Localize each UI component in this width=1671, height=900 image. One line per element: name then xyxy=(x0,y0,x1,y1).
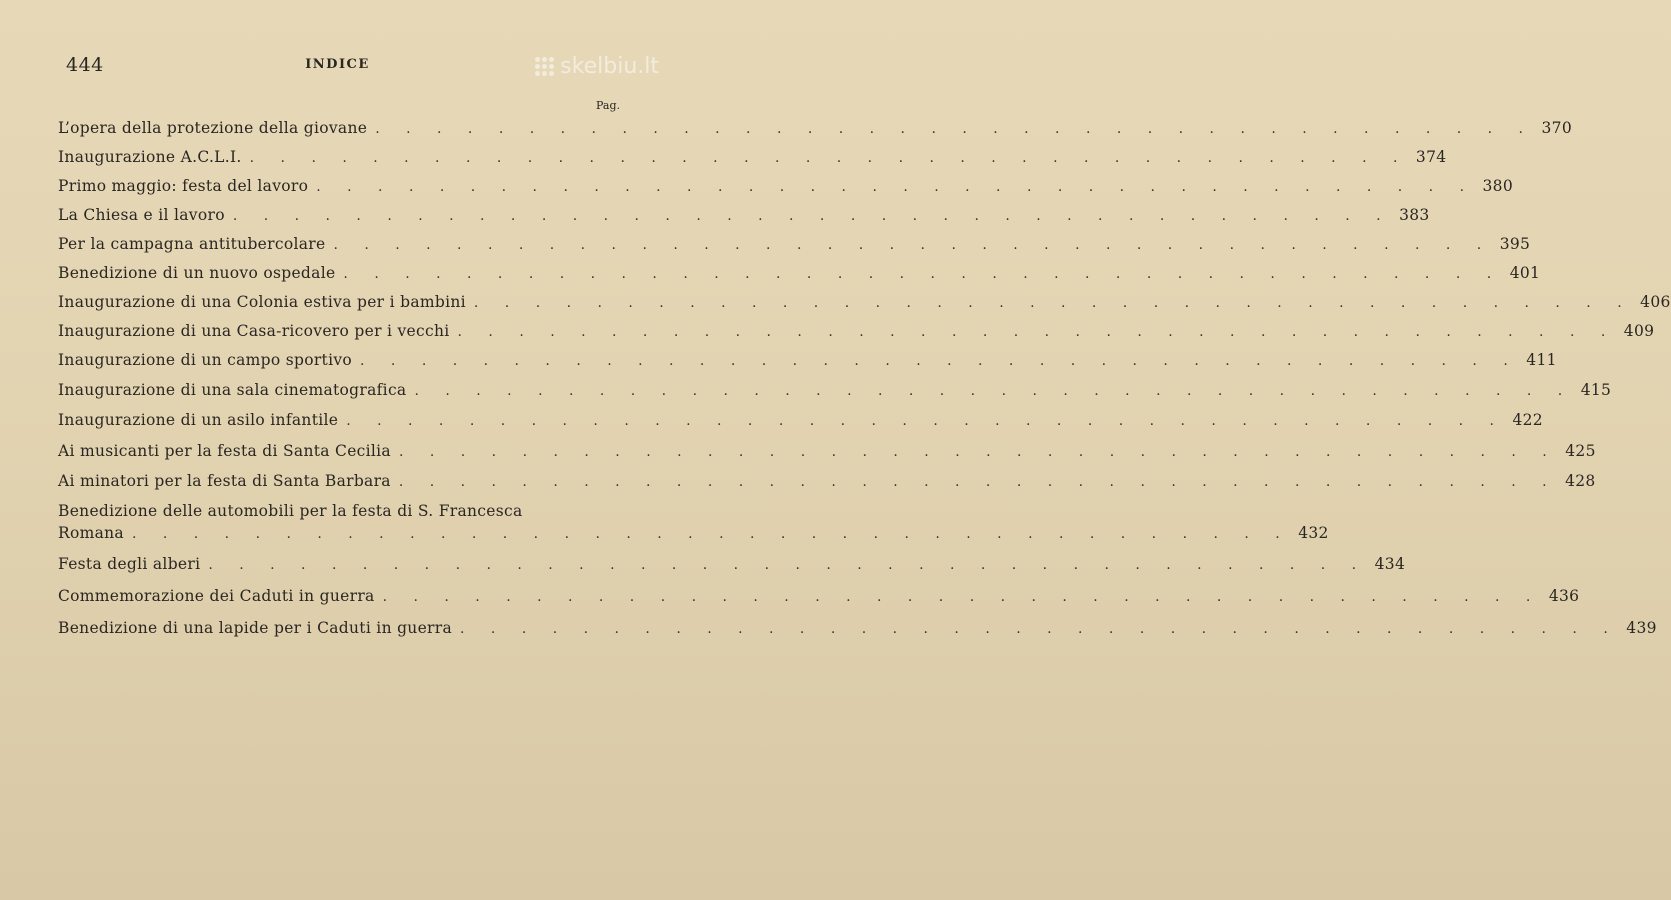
toc-entry-title: Benedizione di un nuovo ospedale xyxy=(58,264,336,282)
dot-leader: . . . . . . . . . . . . . . . . . . . . . . . . . . . . . . . . . . . . . . xyxy=(457,324,1617,340)
toc-entry-title: Ai minatori per la festa di Santa Barbara xyxy=(58,472,391,490)
toc-entry-title: Inaugurazione di una sala cinematografica xyxy=(58,381,407,399)
dot-leader: . . . . . . . . . . . . . . . . . . . . . . . . . . . . . . . . . . . . . . xyxy=(473,295,1633,311)
toc-entry xyxy=(58,411,1543,433)
toc-entry-title-continued: Romana xyxy=(58,524,124,542)
toc-entry-page: 436 xyxy=(1548,587,1580,605)
toc-entry-title: Benedizione delle automobili per la festa di S. Francesca xyxy=(58,502,523,520)
toc-entry-page: 422 xyxy=(1512,411,1543,429)
toc-entry-title: Per la campagna antitubercolare xyxy=(58,235,326,253)
toc-entry xyxy=(58,472,1596,494)
toc-entry-title: L’opera della protezione della giovane xyxy=(58,119,368,137)
toc-entry-page: 409 xyxy=(1623,322,1655,340)
toc-entry-title: Festa degli alberi xyxy=(58,555,201,573)
toc-entry xyxy=(58,264,1541,286)
toc-entry-page: 411 xyxy=(1526,351,1557,369)
toc-entry-page: 432 xyxy=(1298,524,1329,542)
toc-entry xyxy=(58,619,1657,641)
dots-icon xyxy=(535,57,554,76)
toc-entry xyxy=(58,119,1572,141)
watermark-logo xyxy=(535,54,659,79)
page-number: 444 xyxy=(66,54,104,76)
toc-entry xyxy=(58,587,1580,609)
dot-leader: . . . . . . . . . . . . . . . . . . . . . . . . . . . . . . . . . . . . . . xyxy=(414,383,1574,399)
toc-entry-page: 383 xyxy=(1399,206,1430,224)
dot-leader: . . . . . . . . . . . . . . . . . . . . . . . . . . . . . . . . . . . . . . xyxy=(375,121,1534,137)
dot-leader: . . . . . . . . . . . . . . . . . . . . . . . . . . . . . . . . . . . . . . xyxy=(398,444,1558,460)
dot-leader: . . . . . . . . . . . . . . . . . . . . . . . . . . . . . . . . . . . . . . xyxy=(398,474,1558,490)
dot-leader: . . . . . . . . . . . . . . . . . . . . . . . . . . . . . . . . . . . . . . xyxy=(343,266,1503,282)
toc-entry-page: 370 xyxy=(1541,119,1572,137)
toc-entry-title: Commemorazione dei Caduti in guerra xyxy=(58,587,375,605)
dot-leader: . . . . . . . . . . . . . . . . . . . . . . . . . . . . . . . . . . . . . . xyxy=(382,589,1542,605)
toc-entry xyxy=(58,148,1447,170)
dot-leader: . . . . . . . . . . . . . . . . . . . . . . . . . . . . . . . . . . . . . . xyxy=(316,179,1476,195)
toc-entry xyxy=(58,206,1430,228)
toc-entry-title: Inaugurazione di una Casa-ricovero per i vecchi xyxy=(58,322,450,340)
toc-entry-title: La Chiesa e il lavoro xyxy=(58,206,225,224)
running-head: INDICE xyxy=(305,57,370,72)
toc-entry-title: Inaugurazione di una Colonia estiva per i bambini xyxy=(58,293,466,311)
toc-entry-page: 374 xyxy=(1415,148,1447,166)
toc-entry-title: Ai musicanti per la festa di Santa Cecilia xyxy=(58,442,391,460)
toc-entry-title: Benedizione di una lapide per i Caduti in guerra xyxy=(58,619,453,637)
toc-entry-title: Inaugurazione di un campo sportivo xyxy=(58,351,353,369)
toc-entry xyxy=(58,293,1671,315)
toc-entry xyxy=(58,442,1596,464)
dot-leader: . . . . . . . . . . . . . . . . . . . . . . . . . . . . . . . . . . . . . . xyxy=(360,353,1519,369)
page-column-label: Pag. xyxy=(596,99,621,112)
dot-leader: . . . . . . . . . . . . . . . . . . . . . . . . . . . . . . . . . . . . . . xyxy=(208,557,1368,573)
toc-entry-page: 439 xyxy=(1626,619,1657,637)
dot-leader: . . . . . . . . . . . . . . . . . . . . . . . . . . . . . . . . . . . . . . xyxy=(460,621,1619,637)
toc-entry xyxy=(58,235,1531,257)
dot-leader: . . . . . . . . . . . . . . . . . . . . . . . . . . . . . . . . . . . . . . xyxy=(232,208,1392,224)
toc-entry-page: 401 xyxy=(1509,264,1541,282)
dot-leader: . . . . . . . . . . . . . . . . . . . . . . . . . . . . . . . . . . . . . . xyxy=(131,526,1291,542)
toc-entry xyxy=(58,381,1612,403)
toc-entry-page: 380 xyxy=(1482,177,1514,195)
toc-entry-page: 425 xyxy=(1565,442,1596,460)
toc-entry xyxy=(58,322,1655,344)
toc-entry-title: Inaugurazione di un asilo infantile xyxy=(58,411,339,429)
toc-entry xyxy=(58,177,1514,199)
toc-entry-page: 428 xyxy=(1565,472,1596,490)
toc-entry-title: Primo maggio: festa del lavoro xyxy=(58,177,309,195)
toc-entry xyxy=(58,351,1557,373)
watermark-text: skelbiu.lt xyxy=(560,54,659,79)
toc-entry-multiline xyxy=(58,502,1329,546)
toc-entry-page: 415 xyxy=(1580,381,1612,399)
dot-leader: . . . . . . . . . . . . . . . . . . . . . . . . . . . . . . . . . . . . . . xyxy=(249,150,1409,166)
toc-entry xyxy=(58,555,1406,577)
toc-entry-page: 434 xyxy=(1374,555,1406,573)
toc-entry-page: 406 xyxy=(1640,293,1671,311)
dot-leader: . . . . . . . . . . . . . . . . . . . . . . . . . . . . . . . . . . . . . . xyxy=(346,413,1505,429)
toc-entry-page: 395 xyxy=(1499,235,1531,253)
toc-entry-title: Inaugurazione A.C.L.I. xyxy=(58,148,242,166)
dot-leader: . . . . . . . . . . . . . . . . . . . . . . . . . . . . . . . . . . . . . . xyxy=(333,237,1493,253)
